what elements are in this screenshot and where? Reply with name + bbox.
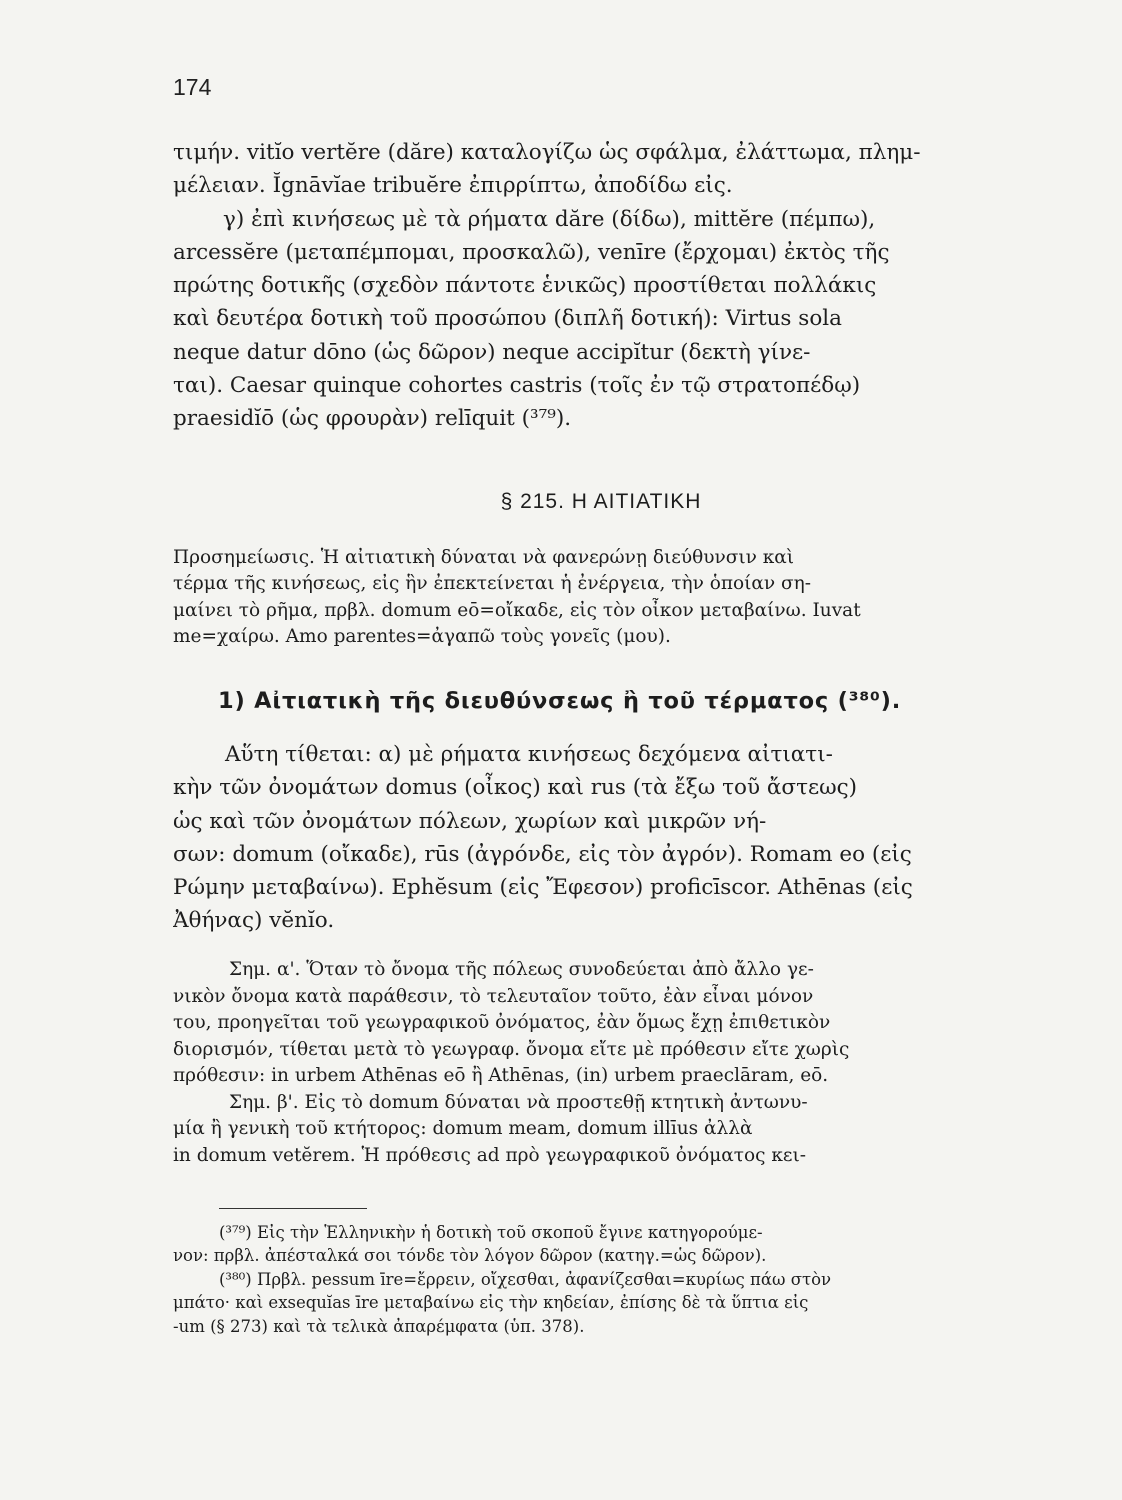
footnotes bbox=[173, 1221, 1063, 1338]
text-line: τιμήν. vitĭo vertĕre (dăre) καταλογίζω ὡς σφάλμα, ἐλάττωμα, πλημ- bbox=[173, 140, 921, 165]
footnote-line: -um (§ 273) καὶ τὰ τελικὰ ἀπαρέμφατα (ὑπ. 378). bbox=[173, 1316, 585, 1336]
text-line: πρόθεσιν: in urbem Athēnas eō ἢ Athēnas, (in) urbem praeclāram, eō. bbox=[173, 1065, 829, 1086]
text-line: Σημ. α'. Ὅταν τὸ ὄνομα τῆς πόλεως συνοδεύεται ἀπὸ ἄλλο γε- bbox=[229, 959, 814, 980]
subheading: 1) Αἰτιατικὴ τῆς διευθύνσεως ἢ τοῦ τέρματος (³⁸⁰). bbox=[218, 688, 902, 714]
text-line: κὴν τῶν ὀνομάτων domus (οἶκος) καὶ rus (τὰ ἔξω τοῦ ἄστεως) bbox=[173, 775, 858, 801]
footnote-divider bbox=[219, 1208, 367, 1209]
text-line: σων: domum (οἴκαδε), rūs (ἀγρόνδε, εἰς τὸν ἀγρόν). Romam eo (εἰς bbox=[173, 841, 912, 867]
text-line: Προσημείωσις. Ἡ αἰτιατικὴ δύναται νὰ φανερώνῃ διεύθυνσιν καὶ bbox=[173, 547, 795, 568]
footnote-line: μπάτο· καὶ exsequĭas īre μεταβαίνω εἰς τὴν κηδείαν, ἐπίσης δὲ τὰ ὕπτια εἰς bbox=[173, 1293, 809, 1313]
text-line: praesidĭō (ὡς φρουρὰν) relīquit (³⁷⁹). bbox=[173, 406, 572, 432]
text-line: in domum vetĕrem. Ἡ πρόθεσις ad πρὸ γεωγραφικοῦ ὀνόματος κει- bbox=[173, 1144, 807, 1166]
text-line: Αὕτη τίθεται: α) μὲ ρήματα κινήσεως δεχόμενα αἰτιατι- bbox=[225, 742, 833, 767]
text-line: arcessĕre (μεταπέμπομαι, προσκαλῶ), venīre (ἔρχομαι) ἐκτὸς τῆς bbox=[173, 239, 890, 265]
text-line: neque datur dōno (ὡς δῶρον) neque accipĭtur (δεκτὴ γίνε- bbox=[173, 339, 811, 365]
intro-paragraph bbox=[173, 136, 1063, 436]
text-line: πρώτης δοτικῆς (σχεδὸν πάντοτε ἑνικῶς) προστίθεται πολλάκις bbox=[173, 273, 877, 299]
text-line: μέλειαν. Ĭgnāvĭae tribuĕre ἐπιρρίπτω, ἀποδίδω εἰς. bbox=[173, 173, 733, 199]
text-line: μαίνει τὸ ρῆμα, πρβλ. domum eō=οἴκαδε, εἰς τὸν οἶκον μεταβαίνω. Iuvat bbox=[173, 599, 861, 621]
text-line: ται). Caesar quinque cohortes castris (τοῖς ἐν τῷ στρατοπέδῳ) bbox=[173, 373, 861, 399]
text-line: Ἀθήνας) vĕnĭo. bbox=[173, 908, 335, 934]
text-line: Σημ. β'. Εἰς τὸ domum δύναται νὰ προστεθῇ κτητικὴ ἀντωνυ- bbox=[229, 1091, 808, 1113]
text-line: διορισμόν, τίθεται μετὰ τὸ γεωγραφ. ὄνομα εἴτε μὲ πρόθεσιν εἴτε χωρὶς bbox=[173, 1038, 850, 1060]
remark-paragraph bbox=[173, 545, 1063, 650]
section-heading: § 215. Η ΑΙΤΙΑΤΙΚΗ bbox=[500, 490, 702, 513]
text-line: του, προηγεῖται τοῦ γεωγραφικοῦ ὀνόματος, ἐὰν ὅμως ἔχῃ ἐπιθετικὸν bbox=[173, 1012, 831, 1033]
text-line: Ρώμην μεταβαίνω). Ephĕsum (εἰς Ἔφεσον) proficīscor. Athēnas (εἰς bbox=[173, 875, 913, 901]
footnote-line: νον: πρβλ. ἀπέσταλκά σοι τόνδε τὸν λόγον δῶρον (κατηγ.=ὡς δῶρον). bbox=[173, 1246, 767, 1266]
notes-paragraph bbox=[173, 957, 1063, 1169]
text-line: ὡς καὶ τῶν ὀνομάτων πόλεων, χωρίων καὶ μικρῶν νή- bbox=[173, 808, 767, 834]
footnote-line: (³⁸⁰) Πρβλ. pessum īre=ἔρρειν, οἴχεσθαι, ἀφανίζεσθαι=κυρίως πάω στὸν bbox=[219, 1269, 832, 1289]
footnote-line: (³⁷⁹) Εἰς τὴν Ἑλληνικὴν ἡ δοτικὴ τοῦ σκοποῦ ἔγινε κατηγορούμε- bbox=[219, 1223, 763, 1242]
text-line: me=χαίρω. Amo parentes=ἀγαπῶ τοὺς γονεῖς (μου). bbox=[173, 625, 671, 647]
text-line: μία ἢ γενικὴ τοῦ κτήτορος: domum meam, domum illīus ἀλλὰ bbox=[173, 1118, 753, 1139]
text-line: τέρμα τῆς κινήσεως, εἰς ἣν ἐπεκτείνεται ἡ ἐνέργεια, τὴν ὁποίαν ση- bbox=[173, 573, 811, 595]
page-number: 174 bbox=[173, 74, 212, 100]
text-line: νικὸν ὄνομα κατὰ παράθεσιν, τὸ τελευταῖον τοῦτο, ἐὰν εἶναι μόνον bbox=[173, 985, 814, 1007]
text-line: καὶ δευτέρα δοτικὴ τοῦ προσώπου (διπλῆ δοτική): Virtus sola bbox=[173, 306, 842, 332]
main-paragraph bbox=[173, 738, 1063, 938]
text-line: γ) ἐπὶ κινήσεως μὲ τὰ ρήματα dăre (δίδω), mittĕre (πέμπω), bbox=[223, 206, 876, 232]
